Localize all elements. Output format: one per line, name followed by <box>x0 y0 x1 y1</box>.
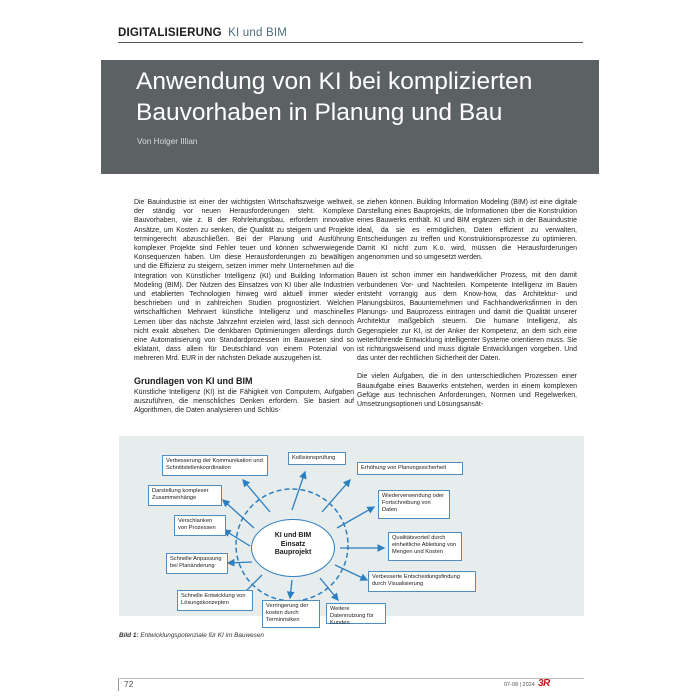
footer-marker <box>118 679 119 691</box>
benefit-box: Weitere Datennutzung für Kunden <box>326 603 386 624</box>
benefit-box: Schnelle Entwicklung von Lösungskonzepten <box>177 590 253 611</box>
benefit-box: Verbesserung der Kommunikation und Schnittstellenkoordination <box>162 455 268 476</box>
magazine-logo: 3R <box>538 678 550 689</box>
arrow <box>290 580 292 598</box>
paragraph: Bauen ist schon immer ein handwerklicher Prozess, mit den damit verbundenen Vor- und Nachteilen. Kompetente Intelligenz im Bauen entsteht vorrangig aus dem Know-how, das Architektur- und Planungsbüros, Bauunternehmen und Fachhandwerksfirmen in den Planungs- und Bauprozess eintragen und damit die Qualität unserer Architektur maßgeblich steuern. Die humane Intelligenz, als Gegenspieler zur KI, ist der Anker der Kompetenz, an dem sich eine weiterführende Entwicklung intelligenter Systeme orientieren muss. Sie ist richtungsweisend und muss digitale Entwicklungen vorgeben. Und das unter der rechtlichen Sicherheit der Daten. <box>357 272 577 363</box>
arrow <box>228 562 252 563</box>
section-title: DIGITALISIERUNG <box>118 27 222 39</box>
arrow <box>223 500 254 528</box>
arrow <box>292 472 305 510</box>
benefit-box: Darstellung komplexer Zusammenhänge <box>148 485 222 506</box>
footer-rule <box>118 678 584 679</box>
paragraph: Die vielen Aufgaben, die in den unterschiedlichen Prozessen einer Bauaufgabe eines Bauwerks entstehen, werden in einem komplexen Gefüge aus technischen Anforderungen, Normen und Regelwerken, Umsetzungsoptionen und Lösungsansät- <box>357 373 577 409</box>
paragraph: se ziehen können. Building Information Modeling (BIM) ist eine digitale Darstellung eines Bauprojekts, die Informationen über die Konstruktion eines Bauwerks enthält. KI und BIM ergänzen sich in der Bauindustrie ideal, da sie es ermöglichen, Daten effizient zu verwalten, Entscheidungen zu treffen und Konstruktionsprozesse zu optimieren. Damit KI nicht zum K.o. wird, müssen die Herausforderungen angenommen und so umgesetzt werden. <box>357 199 577 262</box>
article-author: Von Holger Illian <box>137 136 198 146</box>
center-node: KI und BIM Einsatz Bauprojekt <box>251 519 335 577</box>
section-subtitle: KI und BIM <box>228 27 288 39</box>
benefit-box: Schnelle Anpassung bei Planänderung <box>166 553 228 574</box>
benefit-box: Qualitätsvorteil durch einheitliche Ableitung von Mengen und Kosten <box>388 532 462 561</box>
paragraph: Künstliche Intelligenz (KI) ist die Fähigkeit von Computern, Aufgaben auszuführen, die menschliches Denken erfordern. Sie basiert auf Algorithmen, die Daten analysieren und Schlüs- <box>134 388 354 415</box>
article-title: Anwendung von KI bei komplizierten Bauvorhaben in Planung und Bau <box>136 68 533 126</box>
arrow <box>337 507 374 528</box>
benefit-box: Verbesserte Entscheidungsfindung durch Visualisierung <box>368 571 476 592</box>
benefit-box: Verschlanken von Prozessen <box>174 515 226 536</box>
arrow <box>320 578 338 600</box>
benefit-box: Wiederverwendung oder Fortschreibung von Daten <box>378 490 450 519</box>
paragraph: Die Bauindustrie ist einer der wichtigsten Wirtschaftszweige weltweit, der ständig vor neuen Herausforderungen steht. Komplexe Bauvorhaben, wie z. B der Rohrleitungsbau, erfordern innovative Ansätze, um Kosten zu senken, die Qualität zu steigern und Projekte termingerecht abzuschließen. Bei der Planung und Ausführung komplexer Projekte sind Fehler teuer und können schwerwiegende Konsequenzen haben. Um diese Herausforderungen zu bewältigen und die Effizienz zu steigern, setzen immer mehr Unternehmen auf die Integration von Künstlicher Intelligenz (KI) und Building Information Modeling (BIM). Der Nutzen des Einsatzes von KI über alle Industrien und etablierten Technologien hinweg wird aktuell immer wieder beschrieben und in zahlreichen Studien prognostiziert. Welchen wirtschaftlichen Mehrwert künstliche Intelligenz und maschinelles Lernen über das nächste Jahrzehnt erzielen wird, lässt sich dennoch nicht exakt absehen. Die denkbaren Optimierungen allerdings durch eine Automatisierung von Standardprozessen im Bauwesen sind so eklatant, dass allein für Deutschland von einem Potenzial von mehreren Mrd. EUR in der nächsten Dekade auszugehen ist. <box>134 199 354 363</box>
arrow <box>322 480 350 512</box>
figure-caption: Bild 1: Entwicklungspotenziale für KI im Bauwesen <box>119 632 264 639</box>
benefit-box: Erhöhung von Planungssicherheit <box>357 462 463 475</box>
benefit-box: Verringerung der kosten durch Terminrisiken <box>262 600 320 628</box>
page-number: 72 <box>124 679 134 689</box>
issue-label: 07-08 | 2024 <box>504 682 535 688</box>
benefit-box: Kollisionsprüfung <box>288 452 346 465</box>
arrow <box>335 565 367 580</box>
section-heading: Grundlagen von KI und BIM <box>134 375 253 386</box>
